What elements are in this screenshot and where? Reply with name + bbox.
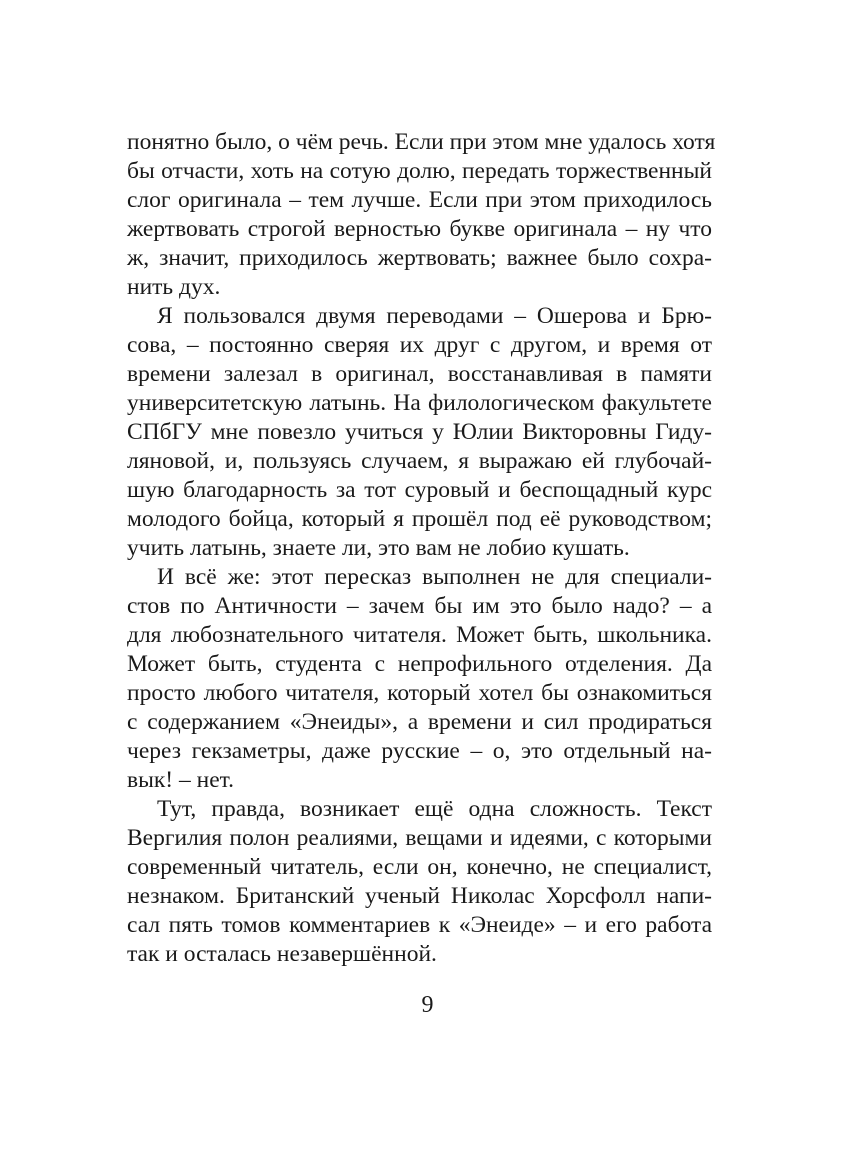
paragraph — [127, 128, 716, 302]
text-line: Может быть, студента с непрофильного отделения. Да — [127, 651, 712, 677]
text-line: ж, значит, приходилось жертвовать; важнее было сохра- — [127, 245, 712, 271]
text-line: понятно было, о чём речь. Если при этом мне удалось хотя — [127, 129, 716, 155]
text-line: так и осталась незавершённой. — [127, 941, 437, 967]
text-line: бы отчасти, хоть на сотую долю, передать торжественный — [127, 158, 712, 184]
text-line: для любознательного читателя. Может быть, школьника. — [127, 622, 712, 648]
text-line: вык! – нет. — [127, 767, 235, 793]
text-line: университетскую латынь. На филологическом факультете — [127, 390, 712, 416]
text-line: Тут, правда, возникает ещё одна сложность. Текст — [157, 796, 712, 822]
paragraph — [127, 563, 712, 795]
text-line: слог оригинала – тем лучше. Если при этом приходилось — [127, 187, 712, 213]
text-line: учить латынь, знаете ли, это вам не лобио кушать. — [127, 535, 630, 561]
text-line: И всё же: этот пересказ выполнен не для специали- — [157, 564, 712, 590]
paragraph — [127, 795, 712, 969]
text-line: незнаком. Британский ученый Николас Хорсфолл напи- — [127, 883, 712, 909]
text-line: молодого бойца, который я прошёл под её руководством; — [127, 506, 712, 532]
book-page-text — [127, 128, 716, 969]
text-line: современный читатель, если он, конечно, не специалист, — [127, 854, 712, 880]
text-line: сал пять томов комментариев к «Энеиде» – и его работа — [127, 912, 712, 938]
text-line: жертвовать строгой верностью букве оригинала – ну что — [127, 216, 712, 242]
paragraph — [127, 302, 712, 563]
text-line: СПбГУ мне повезло учиться у Юлии Викторовны Гиду- — [127, 419, 712, 445]
text-line: Вергилия полон реалиями, вещами и идеями, с которыми — [127, 825, 712, 851]
text-line: ляновой, и, пользуясь случаем, я выражаю ей глубочай- — [127, 448, 712, 474]
text-line: просто любого читателя, который хотел бы ознакомиться — [127, 680, 712, 706]
text-line: Я пользовался двумя переводами – Ошерова и Брю- — [157, 303, 712, 329]
page-number: 9 — [421, 992, 434, 1018]
text-line: шую благодарность за тот суровый и беспощадный курс — [127, 477, 712, 503]
text-line: через гекзаметры, даже русские – о, это отдельный на- — [127, 738, 712, 764]
text-line: сова, – постоянно сверяя их друг с другом, и время от — [127, 332, 712, 358]
text-line: стов по Античности – зачем бы им это было надо? – а — [127, 593, 712, 619]
text-line: с содержанием «Энеиды», а времени и сил продираться — [127, 709, 712, 735]
text-line: нить дух. — [127, 274, 221, 300]
text-line: времени залезал в оригинал, восстанавливая в памяти — [127, 361, 712, 387]
